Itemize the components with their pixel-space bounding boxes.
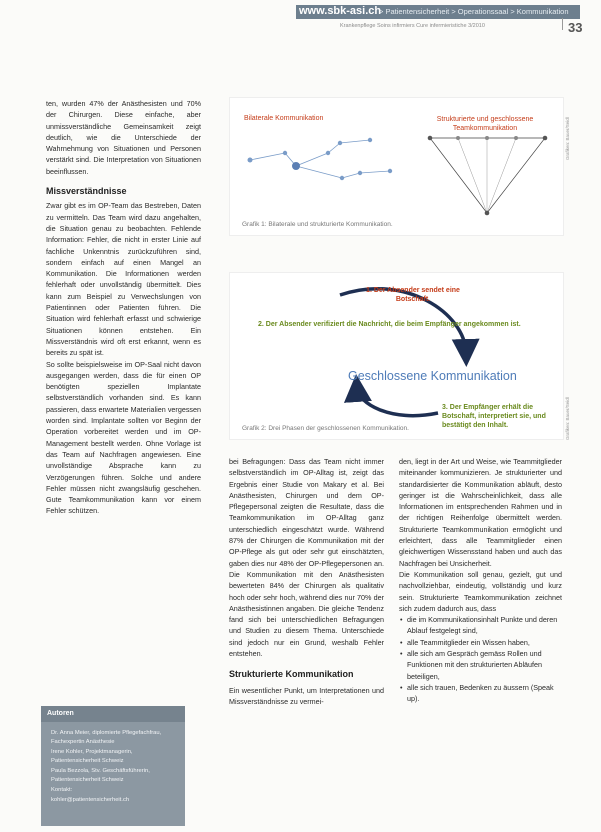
diagram-title: Geschlossene Kommunikation xyxy=(348,369,517,383)
paragraph: Ein wesentlicher Punkt, um Interpretationen und Missverständnisse zu vermei- xyxy=(229,685,384,706)
author-entry: Irene Kohler, Projektmanagerin, Patientensicherheit Schweiz xyxy=(51,749,133,764)
list-item: • alle sich trauen, Bedenken zu äussern (Speak up). xyxy=(407,682,562,705)
step-3-label: 3. Der Empfänger erhält die Botschaft, interpretiert sie, und bestätigt den Inhalt. xyxy=(442,404,546,429)
page-header xyxy=(0,0,601,36)
list-item: • alle sich am Gespräch gemäss Rollen und Funktionen mit den strukturierten Abläufen beteiligen, xyxy=(407,648,562,682)
paragraph: bei Befragungen: Dass das Team nicht immer selbstverständlich im OP-Alltag ist, zeigt das Ergebnis einer Studie von Makary et al. Bei Anästhesisten, Chirurgen und dem OP-Pflegepersonal zeigten die Resultate, dass die Teamkommunikation im OP-Alltag ganz unterschiedlich eingeschätzt wurde. Während 87% der Chirurgen die Kommunikation mit der OP-Pflege als gut oder sehr gut einschätzten, gaben dies nur 48% der OP-Pflegepersonen an. Die Kommunikation mit den Anästhesisten bewerteten 84% der Chirurgen als qualitativ hoch oder sehr hoch, während dies nur 70% der Anästhesistinnen angaben. Die gleiche Tendenz fand sich bei unterschiedlichen Befragungen und Studien zu diesem Thema. Unterschiede sind jedoch nur ein Grund, weshalb Fehler entstehen. xyxy=(229,457,384,659)
bilateral-links xyxy=(250,140,390,178)
step-1-label: 1. Der Absender sendet eine Botschaft. xyxy=(366,287,460,303)
structured-triangle xyxy=(428,136,548,216)
figure-1 xyxy=(229,97,564,236)
arrow-bottom xyxy=(357,388,438,416)
paragraph: Zwar gibt es im OP-Team das Bestreben, Daten zu vermitteln. Das Team wird dazu angehalten, die Situation genau zu beobachten. Fehlende Information: Fehler, die nicht in erster Linie auf fachliche Unkenntnis zurückzuführen sind, sondern einfach auf einen Mangel an Kommunikation. Die Informationen werden fehlerhaft oder unvollständig übermittelt. Dies kann zum Beispiel zu Verwechslungen von Patientinnen oder Patienten führen. Die Situation wird fehlerhaft erfasst und schwierige Situationen können entstehen. Ein Missverständnis wird oft erst erkannt, wenn es bereits zu spät ist. xyxy=(46,201,201,358)
contact-label: Kontakt: xyxy=(51,787,73,793)
bilateral-nodes xyxy=(248,138,393,180)
column-middle xyxy=(229,456,384,707)
column-right xyxy=(399,456,562,705)
header-bar xyxy=(296,5,580,19)
site-url[interactable]: www.sbk-asi.ch xyxy=(299,5,382,17)
paragraph: So sollte beispielsweise im OP-Saal nicht davon ausgegangen werden, dass die für einen OP benötigten speziellen Implantate selbstverständlich vorhanden sind. Es kann passieren, dass erwartete Materialien vergessen worden sind. Implantate sollten vor Beginn der Operation vorbereitet werden und im OP-Management bestellt werden. Ohne Vorlage ist das Team auf Nachfragen angewiesen. Eine unvollständige Absprache kann zu Verzögerungen führen. Solche und andere Fehler müssen nicht zwangsläufig geschehen. Gute Teamkommunikation kann vor einem Fehler schützen. xyxy=(46,359,201,516)
list-item: • die im Kommunikationsinhalt Punkte und deren Ablauf festgelegt sind, xyxy=(407,614,562,637)
authors-heading-bar xyxy=(41,706,185,722)
figure-caption: Grafik 1: Bilaterale und strukturierte Kommunikation. xyxy=(242,221,393,228)
paragraph: ten, wurden 47% der Anästhesisten und 70% der Chirurgen. Diese einfache, aber unmissverständliche Gemeinsamkeit zeigt deutlich, wie die Unterschiede der Wahrnehmung von Situationen und Personen verstärkt sind. Die Interpretation von Situationen beeinflussen. xyxy=(46,99,201,176)
paragraph: den, liegt in der Art und Weise, wie Teammitglieder miteinander kommunizieren. Je strukturierter und standardisierter die Kommunikation abläuft, desto geringer ist die Wahrscheinlichkeit, dass alle Informationen im entsprechenden Rahmen und in der richtigen Reihenfolge übermittelt werden. Strukturierte Teamkommunikation ermöglicht und erleichtert, dass alle Teammitglieder einen gleichwertigen Wissensstand haben und auch das Nachfragen bei Unsicherheit. xyxy=(399,457,562,568)
journal-subline: Krankenpflege Soins infirmiers Cure infermieristiche 3/2010 xyxy=(340,23,485,29)
step-2-label: 2. Der Absender verifiziert die Nachricht, die beim Empfänger angekommen ist. xyxy=(258,321,521,328)
breadcrumb: > Patientensicherheit > Operationssaal > Kommunikation xyxy=(379,7,569,16)
side-credit: Grafiken: Bauer/Seidl xyxy=(565,117,570,160)
authors-box xyxy=(41,706,185,826)
authors-list xyxy=(51,729,179,806)
label-bilateral: Bilaterale Kommunikation xyxy=(244,115,324,122)
authors-heading: Autoren xyxy=(47,710,74,717)
section-heading: Strukturierte Kommunikation xyxy=(229,669,354,680)
column-left xyxy=(46,98,201,517)
paragraph: Die Kommunikation soll genau, gezielt, gut und nachvollziehbar, eindeutig, vollständig und kurz sein. Strukturierte Teamkommunikation zeichnet sich zudem dadurch aus, dass xyxy=(399,569,562,613)
label-structured: Strukturierte und geschlossene Teamkommunikation xyxy=(436,116,534,132)
author-entry: Paula Bezzola, Stv. Geschäftsführerin, Patientensicherheit Schweiz xyxy=(51,768,150,783)
bullet-list xyxy=(399,614,562,704)
list-item: • alle Teammitglieder ein Wissen haben, xyxy=(407,637,562,648)
contact-email[interactable]: kohler@patientensicherheit.ch xyxy=(51,797,130,803)
side-credit: Grafiken: Bauer/Seidl xyxy=(565,397,570,440)
figure-2 xyxy=(229,272,564,440)
page-number: 33 xyxy=(568,20,583,35)
figure-caption: Grafik 2: Drei Phasen der geschlossenen Kommunikation. xyxy=(242,425,409,432)
divider xyxy=(562,18,563,30)
author-entry: Dr. Anna Meier, diplomierte Pflegefachfrau, Fachexpertin Anästhesie xyxy=(51,730,162,745)
section-heading: Missverständnisse xyxy=(46,186,127,197)
